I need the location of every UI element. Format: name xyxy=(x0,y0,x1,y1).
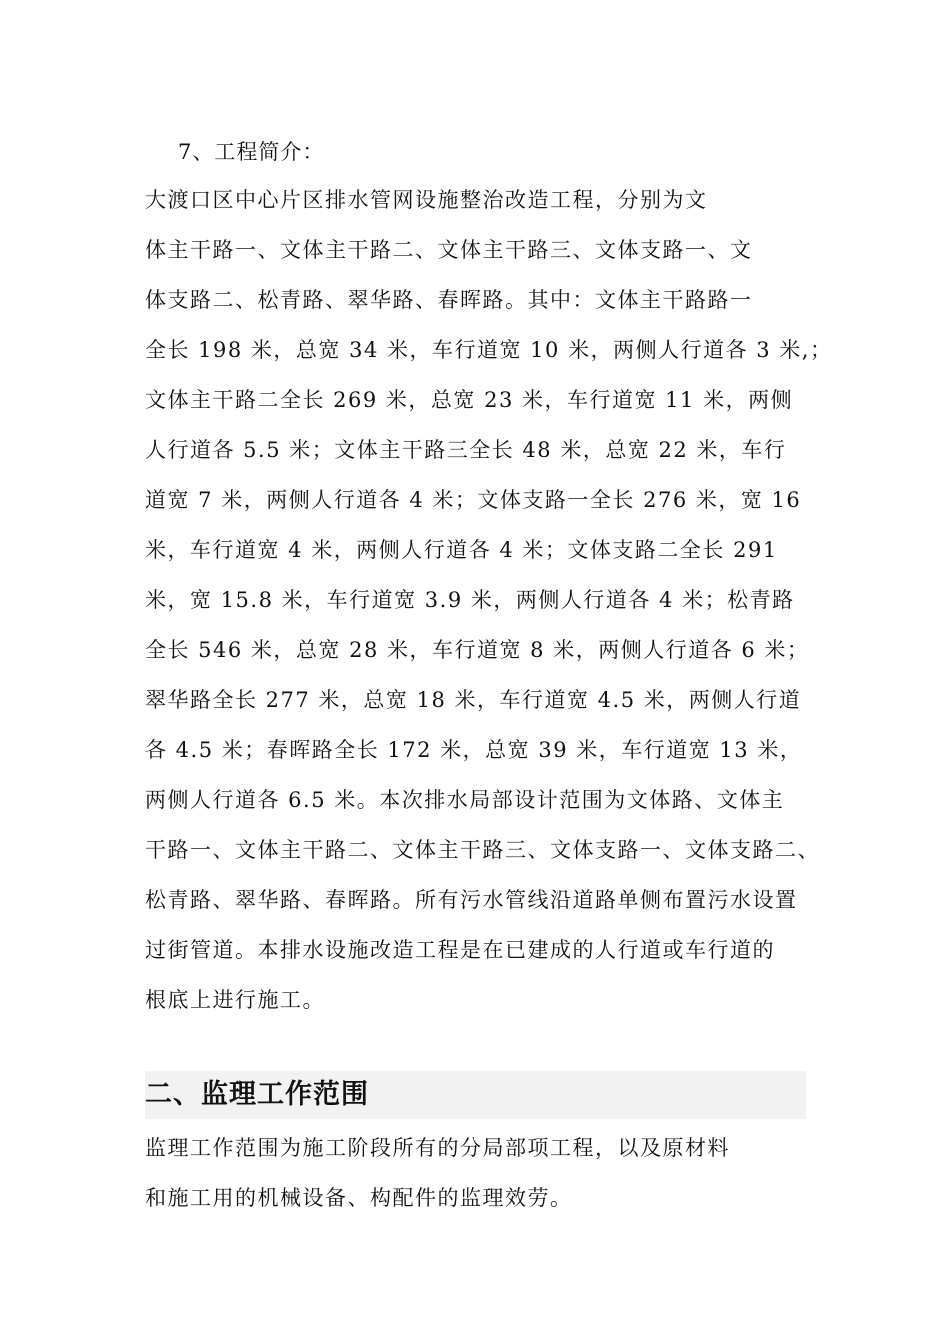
paragraph-line: 根底上进行施工。 xyxy=(145,988,325,1012)
paragraph-line: 米，宽 15.8 米，车行道宽 3.9 米，两侧人行道各 4 米；松青路 xyxy=(145,588,795,612)
paragraph-line: 各 4.5 米；春晖路全长 172 米，总宽 39 米，车行道宽 13 米， xyxy=(145,738,803,762)
paragraph-line: 体主干路一、文体主干路二、文体主干路三、文体支路一、文 xyxy=(145,238,753,262)
paragraph-line: 体支路二、松青路、翠华路、春晖路。其中：文体主干路路一 xyxy=(145,288,753,312)
paragraph-line: 干路一、文体主干路二、文体主干路三、文体支路一、文体支路二、 xyxy=(145,838,820,862)
paragraph-line: 全长 198 米，总宽 34 米，车行道宽 10 米，两侧人行道各 3 米,； xyxy=(145,338,833,362)
paragraph-line: 翠华路全长 277 米，总宽 18 米，车行道宽 4.5 米，两侧人行道 xyxy=(145,688,802,712)
paragraph-line: 大渡口区中心片区排水管网设施整治改造工程，分别为文 xyxy=(145,188,708,212)
paragraph-line: 文体主干路二全长 269 米，总宽 23 米，车行道宽 11 米，两侧 xyxy=(145,388,794,412)
section-heading: 二、监理工作范围 xyxy=(145,1079,369,1110)
paragraph-line: 人行道各 5.5 米；文体主干路三全长 48 米，总宽 22 米，车行 xyxy=(145,438,787,462)
paragraph-line: 过街管道。本排水设施改造工程是在已建成的人行道或车行道的 xyxy=(145,938,775,962)
paragraph-line: 和施工用的机械设备、构配件的监理效劳。 xyxy=(145,1186,573,1210)
paragraph-line: 全长 546 米，总宽 28 米，车行道宽 8 米，两侧人行道各 6 米； xyxy=(145,638,810,662)
subsection-label: 7、工程简介： xyxy=(178,140,325,164)
paragraph-line: 道宽 7 米，两侧人行道各 4 米；文体支路一全长 276 米，宽 16 xyxy=(145,488,802,512)
paragraph-line: 松青路、翠华路、春晖路。所有污水管线沿道路单侧布置污水设置 xyxy=(145,888,798,912)
paragraph-line: 监理工作范围为施工阶段所有的分局部项工程，以及原材料 xyxy=(145,1136,730,1160)
paragraph-line: 两侧人行道各 6.5 米。本次排水局部设计范围为文体路、文体主 xyxy=(145,788,785,812)
paragraph-line: 米，车行道宽 4 米，两侧人行道各 4 米；文体支路二全长 291 xyxy=(145,538,778,562)
